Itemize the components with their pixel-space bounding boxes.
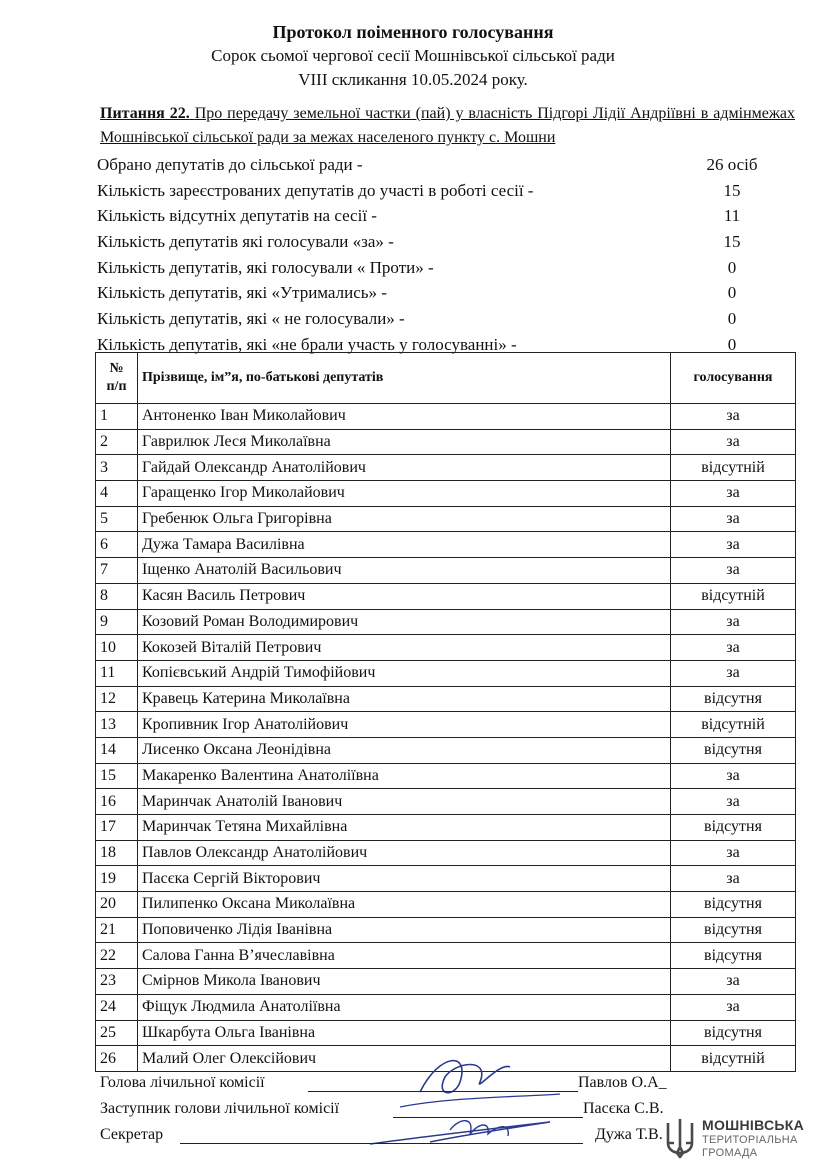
- stat-label: Кількість депутатів, які голосували « Проти» -: [97, 257, 434, 277]
- signature-line: [308, 1091, 578, 1092]
- vote-value: відсутній: [671, 1046, 796, 1072]
- row-number: 15: [96, 763, 138, 789]
- header-number-line2: п/п: [106, 379, 127, 394]
- row-number: 20: [96, 892, 138, 918]
- vote-value: за: [671, 558, 796, 584]
- header-vote: голосування: [671, 353, 796, 404]
- voting-table: [95, 352, 796, 1072]
- header-number: [96, 353, 138, 404]
- stat-value: 0: [727, 283, 737, 303]
- row-number: 12: [96, 686, 138, 712]
- table-row: [96, 686, 796, 712]
- table-row: [96, 532, 796, 558]
- table-row: [96, 866, 796, 892]
- signature-role: Голова лічильної комісії: [100, 1074, 265, 1091]
- row-number: 21: [96, 917, 138, 943]
- table-row: [96, 789, 796, 815]
- stat-value: 15: [723, 232, 741, 252]
- vote-value: за: [671, 969, 796, 995]
- deputy-name: Маринчак Анатолій Іванович: [138, 789, 671, 815]
- table-row: [96, 763, 796, 789]
- community-logo: [664, 1115, 814, 1163]
- vote-value: відсутня: [671, 892, 796, 918]
- table-row: [96, 455, 796, 481]
- vote-value: за: [671, 789, 796, 815]
- row-number: 9: [96, 609, 138, 635]
- vote-value: за: [671, 404, 796, 430]
- row-number: 4: [96, 481, 138, 507]
- stat-label: Обрано депутатів до сільської ради -: [97, 155, 363, 174]
- vote-value: відсутня: [671, 737, 796, 763]
- stat-row: [97, 178, 797, 204]
- deputy-name: Копієвський Андрій Тимофійович: [138, 660, 671, 686]
- row-number: 14: [96, 737, 138, 763]
- stat-label: Кількість депутатів, які «Утримались» -: [97, 283, 387, 303]
- row-number: 5: [96, 506, 138, 532]
- stat-row: [97, 203, 797, 229]
- trident-icon: [664, 1117, 696, 1159]
- signature-row: [100, 1074, 800, 1100]
- deputy-name: Кропивник Ігор Анатолійович: [138, 712, 671, 738]
- table-row: [96, 840, 796, 866]
- deputy-name: Іщенко Анатолій Васильович: [138, 558, 671, 584]
- vote-value: за: [671, 429, 796, 455]
- table-row: [96, 429, 796, 455]
- deputy-name: Салова Ганна В’ячеславівна: [138, 943, 671, 969]
- signature-line: [393, 1117, 583, 1118]
- stat-label: Кількість відсутніх депутатів на сесії -: [97, 206, 377, 226]
- row-number: 2: [96, 429, 138, 455]
- stat-row: [97, 229, 797, 255]
- convocation-line: VIII скликання 10.05.2024 року.: [298, 70, 528, 89]
- signature-name: Павлов О.А_: [578, 1074, 667, 1091]
- stat-row: [97, 255, 797, 281]
- row-number: 8: [96, 583, 138, 609]
- vote-value: за: [671, 635, 796, 661]
- stat-value: 15: [723, 180, 741, 200]
- stat-value: 0: [727, 309, 737, 329]
- stat-value: 11: [723, 206, 741, 226]
- row-number: 19: [96, 866, 138, 892]
- signature-line: [180, 1143, 583, 1144]
- stat-label: Кількість депутатів які голосували «за» -: [97, 232, 394, 252]
- deputy-name: Лисенко Оксана Леонідівна: [138, 737, 671, 763]
- deputy-name: Смірнов Микола Іванович: [138, 969, 671, 995]
- table-row: [96, 712, 796, 738]
- table-row: [96, 660, 796, 686]
- stat-value: 0: [727, 334, 737, 354]
- vote-value: за: [671, 532, 796, 558]
- deputy-name: Дужа Тамара Василівна: [138, 532, 671, 558]
- deputy-name: Поповиченко Лідія Іванівна: [138, 917, 671, 943]
- stat-label: Кількість зареєстрованих депутатів до участі в роботі сесії -: [97, 180, 534, 200]
- vote-value: за: [671, 660, 796, 686]
- vote-value: за: [671, 609, 796, 635]
- row-number: 26: [96, 1046, 138, 1072]
- deputy-name: Маринчак Тетяна Михайлівна: [138, 815, 671, 841]
- vote-value: відсутній: [671, 712, 796, 738]
- vote-value: відсутня: [671, 943, 796, 969]
- signature-name: Дужа Т.В.: [595, 1126, 663, 1143]
- vote-value: за: [671, 866, 796, 892]
- deputy-name: Павлов Олександр Анатолійович: [138, 840, 671, 866]
- table-row: [96, 969, 796, 995]
- vote-value: відсутня: [671, 917, 796, 943]
- table-row: [96, 815, 796, 841]
- row-number: 22: [96, 943, 138, 969]
- vote-value: відсутній: [671, 583, 796, 609]
- deputy-name: Касян Василь Петрович: [138, 583, 671, 609]
- table-row: [96, 404, 796, 430]
- row-number: 17: [96, 815, 138, 841]
- table-row: [96, 892, 796, 918]
- row-number: 7: [96, 558, 138, 584]
- vote-statistics: [97, 152, 797, 358]
- row-number: 6: [96, 532, 138, 558]
- question-text: Про передачу земельної частки (пай) у власність Підгорі Лідії Андріївні в адмінмежах Мошнівської сільської ради за межах населеного пункту с. Мошни: [100, 105, 796, 146]
- logo-line2: ТЕРИТОРІАЛЬНА: [702, 1134, 798, 1146]
- vote-value: відсутній: [671, 455, 796, 481]
- stat-label: Кількість депутатів, які « не голосували» -: [97, 309, 405, 329]
- stat-row: [97, 306, 797, 332]
- stat-row: [97, 280, 797, 306]
- deputy-name: Гаврилюк Леся Миколаївна: [138, 429, 671, 455]
- table-row: [96, 583, 796, 609]
- stat-value: 0: [727, 257, 737, 277]
- question-number: Питання 22.: [100, 105, 190, 122]
- deputy-name: Пилипенко Оксана Миколаївна: [138, 892, 671, 918]
- deputy-name: Антоненко Іван Миколайович: [138, 404, 671, 430]
- vote-value: відсутня: [671, 1020, 796, 1046]
- table-row: [96, 737, 796, 763]
- vote-value: за: [671, 994, 796, 1020]
- row-number: 3: [96, 455, 138, 481]
- vote-value: за: [671, 763, 796, 789]
- row-number: 24: [96, 994, 138, 1020]
- stat-row: [97, 152, 797, 178]
- table-row: [96, 481, 796, 507]
- row-number: 1: [96, 404, 138, 430]
- vote-value: відсутня: [671, 686, 796, 712]
- deputy-name: Шкарбута Ольга Іванівна: [138, 1020, 671, 1046]
- header-number-line1: №: [109, 361, 124, 376]
- signature-role: Заступник голови лічильної комісії: [100, 1100, 340, 1117]
- header-name: Прізвище, ім”я, по-батькові депутатів: [138, 353, 671, 404]
- deputy-name: Кокозей Віталій Петрович: [138, 635, 671, 661]
- logo-line3: ГРОМАДА: [702, 1147, 758, 1159]
- session-line: Сорок сьомої чергової сесії Мошнівської сільської ради: [211, 46, 615, 65]
- vote-value: за: [671, 481, 796, 507]
- table-row: [96, 506, 796, 532]
- row-number: 13: [96, 712, 138, 738]
- row-number: 18: [96, 840, 138, 866]
- vote-value: відсутня: [671, 815, 796, 841]
- question-block: [100, 102, 795, 150]
- deputy-name: Гребенюк Ольга Григорівна: [138, 506, 671, 532]
- stat-label: Кількість депутатів, які «не брали участь у голосуванні» -: [97, 334, 517, 354]
- row-number: 11: [96, 660, 138, 686]
- deputy-name: Пасєка Сергій Вікторович: [138, 866, 671, 892]
- table-row: [96, 635, 796, 661]
- signature-role: Секретар: [100, 1126, 164, 1143]
- deputy-name: Гайдай Олександр Анатолійович: [138, 455, 671, 481]
- signature-name: Пасєка С.В.: [583, 1100, 664, 1117]
- row-number: 23: [96, 969, 138, 995]
- protocol-title: Протокол поіменного голосування: [272, 22, 554, 42]
- deputy-name: Малий Олег Олексійович: [138, 1046, 671, 1072]
- table-row: [96, 943, 796, 969]
- deputy-name: Кравець Катерина Миколаївна: [138, 686, 671, 712]
- table-row: [96, 558, 796, 584]
- row-number: 10: [96, 635, 138, 661]
- table-row: [96, 609, 796, 635]
- row-number: 25: [96, 1020, 138, 1046]
- vote-value: за: [671, 840, 796, 866]
- table-header-row: [96, 353, 796, 404]
- logo-line1: МОШНІВСЬКА: [702, 1117, 805, 1133]
- stat-value: 26 осіб: [706, 155, 758, 174]
- deputy-name: Макаренко Валентина Анатоліївна: [138, 763, 671, 789]
- row-number: 16: [96, 789, 138, 815]
- table-row: [96, 917, 796, 943]
- deputy-name: Гаращенко Ігор Миколайович: [138, 481, 671, 507]
- deputy-name: Козовий Роман Володимирович: [138, 609, 671, 635]
- vote-value: за: [671, 506, 796, 532]
- table-row: [96, 994, 796, 1020]
- deputy-name: Фіщук Людмила Анатоліївна: [138, 994, 671, 1020]
